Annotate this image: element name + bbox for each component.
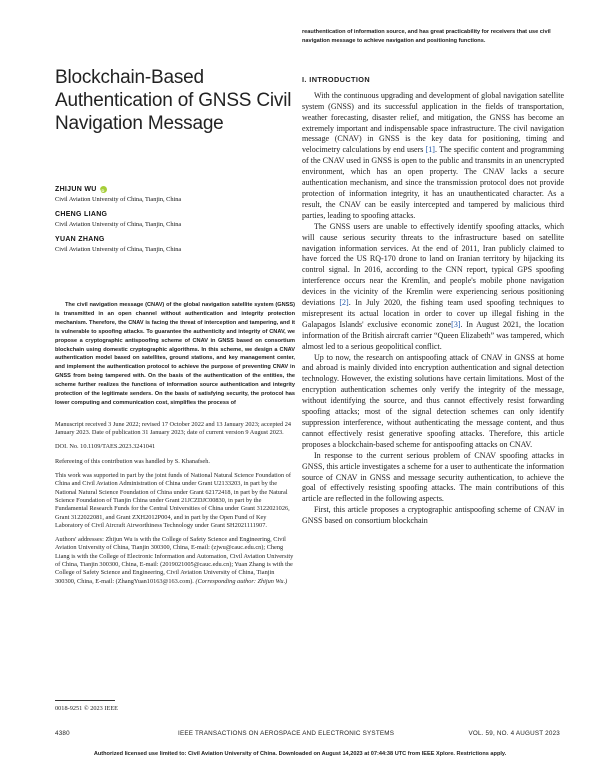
paper-title xyxy=(55,66,295,135)
author-name-3: YUAN ZHANG xyxy=(55,236,105,243)
citation-1[interactable]: [1] xyxy=(425,145,435,155)
title-line-1: Blockchain-Based xyxy=(55,67,204,88)
orcid-icon[interactable] xyxy=(100,186,107,193)
paragraph-1: With the continuous upgrading and development of global navigation satellite system (GNSS) and its successful application in the fields of transportation, weather forecasting, disaster relief, and mitigation, the GNSS has become an extremely important and indispensable space infrastructure. The civil navigation message (CNAV) in GNSS is the key data for positioning, timing and velocimetry calculations by end users [1]. The specific content and programming of the CNAV used in GNSS is open to the public and transmits in an unencrypted environment, which has an open property. The CNAV lacks a secure authentication mechanism, and since the transmission protocol does not provide protection of information integrity, it has an unauthenticated character. As a result, the CNAV can be easily intercepted and tampered by malicious third parties, leading to spoofing attacks. xyxy=(302,90,565,220)
citation-2[interactable]: [2] xyxy=(339,298,349,308)
paragraph-2: The GNSS users are unable to effectively identify spoofing attacks, which will cause serious security threats to the infrastructure based on satellite navigation information services. At the end of 2011, Iran publicly claimed to have forced the US RQ-170 drone to land on Iranian territory by hijacking its control signal. In 2016, according to the CNN report, typical GPS spoofing interference occurs near the Kremlin, and people's mobile phone navigation devices in the vicinity of the Kremlin were experiencing serious positioning deviations [2]. In July 2020, the fishing team used spoofing techniques to misrepresent its actual location in order to cover up illegal fishing in the Galapagos Islands' exclusive economic zone[3]. In August 2021, the location information of the British aircraft carrier “Queen Elizabeth” was tampered, which almost led to a serious geopolitical conflict. xyxy=(302,221,565,351)
manuscript-dates: Manuscript received 3 June 2022; revised 17 October 2022 and 13 January 2023; accepted 24 January 2023. Date of publication 31 January 2023; date of current version 9 August 2023. xyxy=(55,420,292,437)
abstract: The civil navigation message (CNAV) of the global navigation satellite system (GNSS) is transmitted in an open channel without authentication and integrity protection mechanism. Therefore, the CNAV is facing the threat of interception and tampering, and it is vulnerable to spoofing attacks. To guarantee the authenticity and integrity of CNAV, we propose a cryptographic antispoofing scheme of CNAV in GNSS based on consortium blockchain using domestic cryptographic algorithms. In this scheme, we design a CNAV authentication model based on satellites, ground stations, and key management center, and implement the authentication protocol to achieve the purpose of preventing CNAV in GNSS from being tampered with. On the basis of the authentication of the entities, the scheme further realizes the functions of information source authentication and integrity protection of the legitimate senders. On the basis of satisfying security, the protocol has lower computing and communication cost, simplifies the process of xyxy=(55,302,295,406)
author-name-1: ZHIJUN WU iD xyxy=(55,185,295,194)
introduction-body xyxy=(302,91,564,527)
issn-copyright: 0018-9251 © 2023 IEEE xyxy=(55,705,119,712)
section-heading-introduction: I. INTRODUCTION xyxy=(302,74,371,84)
left-column xyxy=(55,28,295,586)
paragraph-4: In response to the current serious problem of CNAV spoofing attacks in GNSS, this article investigates a scheme for a user to authenticate the information source of CNAV in GNSS and message security authentication, to achieve the goal of effectively resisting spoofing attacks. The main contributions of this article are reflected in the following aspects. xyxy=(302,450,564,504)
author-addresses: Authors' addresses: Zhijun Wu is with the College of Safety Science and Engineering, Civil Aviation University of China, Tianjin 300300, China, E-mail: (zjwu@cauc.edu.cn); Cheng Liang is with the College of Electronic Information and Automation, Civil Aviation University of China, Tianjin 300300, China, E-mail: (2019021005@cauc.edu.cn); Yuan Zhang is with the College of Safety Science and Engineering, Civil Aviation University of China, Tianjin 300300, China, E-mail: (ZhangYuan10163@163.com). (Corresponding author: Zhijun Wu.) xyxy=(55,536,294,585)
right-column xyxy=(302,28,564,527)
paragraph-5: First, this article proposes a cryptographic antispoofing scheme of CNAV in GNSS based on consortium blockchain xyxy=(302,505,564,526)
page-number: 4380 xyxy=(55,730,70,737)
author-affiliation-2: Civil Aviation University of China, Tianjin, China xyxy=(55,221,182,228)
abstract-continued: reauthentication of information source, and has great practicability for receivers that use civil navigation message to achieve navigation and positioning functions. xyxy=(302,29,551,44)
refereeing-note: Refereeing of this contribution was handled by S. Khanafseh. xyxy=(55,457,210,465)
footnote-rule xyxy=(55,700,115,701)
title-line-3: Navigation Message xyxy=(55,113,224,134)
journal-name: IEEE TRANSACTIONS ON AEROSPACE AND ELECTRONIC SYSTEMS xyxy=(178,730,395,737)
corresponding-author: (Corresponding author: Zhijun Wu.) xyxy=(195,577,288,585)
author-list xyxy=(55,185,295,254)
funding-note: This work was supported in part by the joint funds of National Natural Science Foundation of China and Civil Aviation Administration of China under Grant U2133203, in part by the National Natural Science Foundation of China under Grant 62172418, in part by the Natural Science Foundation of Tianjin China under Grant 21JCZDJC00830, in part by the Fundamental Research Funds for the Central Universities of China under Grant 3122021026, Grant 3122022081, and Grant ZXH2012P004, and in part by the Open Fund of Key Laboratory of Civil Aircraft Airworthiness Technology under Grant SH2021111907. xyxy=(55,472,291,529)
article-metadata xyxy=(55,421,295,586)
doi[interactable]: DOI. No. 10.1109/TAES.2023.3241041 xyxy=(55,443,156,451)
author-affiliation-3: Civil Aviation University of China, Tianjin, China xyxy=(55,246,182,253)
citation-3[interactable]: [3] xyxy=(451,319,461,329)
author-affiliation-1: Civil Aviation University of China, Tianjin, China xyxy=(55,196,182,203)
author-name-2: CHENG LIANG xyxy=(55,211,108,218)
paragraph-3: Up to now, the research on antispoofing attack of CNAV in GNSS at home and abroad is mainly divided into encryption authentication and signal detection technology. However, the existing solutions have certain limitations. Most of the encryption authentication schemes only verify the integrity of the message, without identifying the source, and thus cannot effectively resist forwarding spoofing attacks; most of the signal detection schemes can only identify suppression interference, without authenticating the message content, and thus cannot effectively resist generative spoofing attacks. Therefore, this article proposes a blockchain-based scheme for antispoofing attacks on CNAV. xyxy=(302,352,564,449)
volume-issue: VOL. 59, NO. 4 AUGUST 2023 xyxy=(468,730,560,737)
license-notice: Authorized licensed use limited to: Civil Aviation University of China. Downloaded on August 14,2023 at 07:44:38 UTC from IEEE Xplore. Restrictions apply. xyxy=(93,751,507,757)
title-line-2: Authentication of GNSS Civil xyxy=(55,90,292,111)
